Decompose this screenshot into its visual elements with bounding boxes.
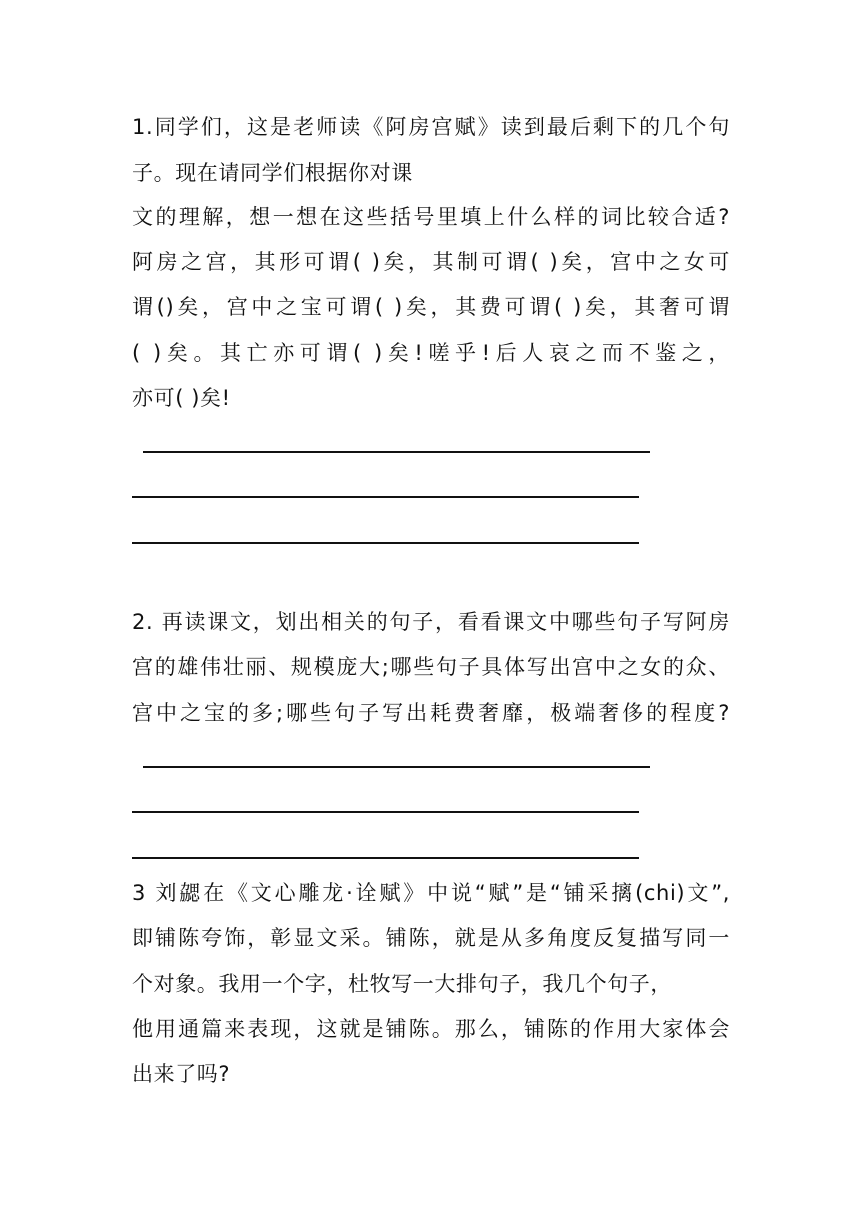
q2-answer-line-3[interactable] xyxy=(132,857,639,859)
q1-line-5: 谓()矣，宫中之宝可谓( )矣，其费可谓( )矣，其奢可谓 xyxy=(132,295,730,319)
q2-answer-line-1[interactable] xyxy=(143,766,650,768)
q3-line-5: 出来了吗? xyxy=(132,1062,231,1086)
q3-line-3: 个对象。我用一个字，杜牧写一大排句子，我几个句子， xyxy=(132,972,672,996)
q1-answer-line-2[interactable] xyxy=(132,496,639,498)
q2-line-2: 宫的雄伟壮丽、规模庞大;哪些句子具体写出宫中之女的众、 xyxy=(132,655,730,679)
q3-line-4: 他用通篇来表现，这就是铺陈。那么，铺陈的作用大家体会 xyxy=(132,1017,730,1041)
q1-line-3: 文的理解，想一想在这些括号里填上什么样的词比较合适? xyxy=(132,205,730,229)
q2-line-1: 2. 再读课文，划出相关的句子，看看课文中哪些句子写阿房 xyxy=(132,610,730,634)
q2-line-3: 宫中之宝的多;哪些句子写出耗费奢靡，极端奢侈的程度? xyxy=(132,701,730,725)
q1-line-1: 1.同学们，这是老师读《阿房宫赋》读到最后剩下的几个句 xyxy=(132,115,730,139)
q2-answer-line-2[interactable] xyxy=(132,811,639,813)
q1-line-6: ( )矣。其亡亦可谓( )矣!嗟乎!后人哀之而不鉴之， xyxy=(132,341,730,365)
q1-line-4: 阿房之宫，其形可谓( )矣，其制可谓( )矣，宫中之女可 xyxy=(132,250,730,274)
q1-line-2: 子。现在请同学们根据你对课 xyxy=(132,161,413,185)
q1-answer-line-3[interactable] xyxy=(132,542,639,544)
q3-line-2: 即铺陈夸饰，彰显文采。铺陈，就是从多角度反复描写同一 xyxy=(132,926,730,950)
q1-line-7: 亦可( )矣! xyxy=(132,386,231,410)
q1-answer-line-1[interactable] xyxy=(143,451,650,453)
q3-line-1: 3 刘勰在《文心雕龙·诠赋》中说“赋”是“铺采摛(chi)文”, xyxy=(132,881,730,905)
